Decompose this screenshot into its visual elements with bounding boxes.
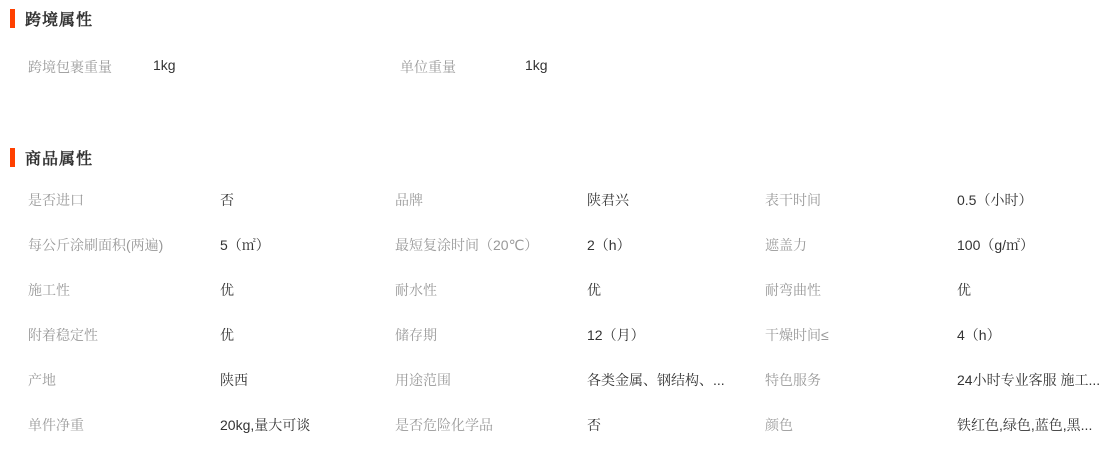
attribute-value: 2（h）	[587, 236, 631, 253]
attribute-value: 0.5（小时）	[957, 191, 1033, 208]
attribute-value: 100（g/㎡）	[957, 236, 1035, 253]
attribute-cell	[395, 177, 765, 222]
attribute-label: 施工性	[28, 281, 70, 298]
attribute-cell	[28, 57, 400, 77]
attribute-cell	[765, 402, 1106, 447]
attribute-value: 优	[587, 281, 601, 298]
title-accent-bar	[10, 9, 15, 28]
attribute-label: 最短复涂时间（20℃）	[395, 236, 539, 253]
section-title-text: 商品属性	[25, 150, 94, 168]
attribute-cell	[28, 177, 395, 222]
attribute-value: 20kg,量大可谈	[220, 416, 311, 433]
attribute-label: 品牌	[395, 191, 423, 208]
attribute-value: 24小时专业客服 施工...	[957, 371, 1101, 388]
attribute-cell	[28, 357, 395, 402]
attribute-cell	[395, 357, 765, 402]
attribute-value: 5（㎡）	[220, 236, 270, 253]
attribute-value: 陕西	[220, 371, 248, 388]
attribute-label: 用途范围	[395, 371, 451, 388]
attribute-cell	[400, 57, 772, 77]
attribute-label: 每公斤涂刷面积(两遍)	[28, 236, 164, 253]
attribute-value: 优	[220, 326, 234, 343]
attribute-value: 1kg	[153, 57, 176, 73]
attribute-label: 耐水性	[395, 281, 437, 298]
attribute-label: 是否进口	[28, 191, 84, 208]
attribute-label: 颜色	[765, 416, 793, 433]
attribute-cell	[28, 312, 395, 357]
attribute-cell	[765, 357, 1106, 402]
attribute-label: 产地	[28, 371, 56, 388]
attribute-cell	[395, 402, 765, 447]
attribute-cell	[28, 402, 395, 447]
attribute-cell	[765, 177, 1106, 222]
attribute-label: 储存期	[395, 326, 437, 343]
attribute-cell	[28, 267, 395, 312]
attribute-value: 铁红色,绿色,蓝色,黑...	[957, 416, 1093, 433]
attribute-cell	[395, 222, 765, 267]
attribute-label: 附着稳定性	[28, 326, 98, 343]
crossborder-attributes-row	[28, 57, 772, 77]
attribute-label: 耐弯曲性	[765, 281, 821, 298]
attribute-label: 表干时间	[765, 191, 821, 208]
section-title-text: 跨境属性	[25, 11, 94, 29]
attribute-value: 否	[220, 191, 234, 208]
attribute-value: 陕君兴	[587, 191, 629, 208]
attribute-label: 跨境包裹重量	[28, 59, 112, 75]
attribute-label: 单件净重	[28, 416, 84, 433]
attribute-label: 是否危险化学品	[395, 416, 493, 433]
attribute-value: 否	[587, 416, 601, 433]
attribute-value: 1kg	[525, 57, 548, 73]
product-attributes-grid	[28, 177, 1106, 447]
attribute-cell	[395, 267, 765, 312]
attribute-value: 4（h）	[957, 326, 1001, 343]
attribute-cell	[765, 312, 1106, 357]
attribute-cell	[395, 312, 765, 357]
attribute-value: 优	[957, 281, 971, 298]
attribute-label: 特色服务	[765, 371, 821, 388]
attribute-cell	[765, 267, 1106, 312]
attribute-cell	[765, 222, 1106, 267]
attribute-label: 遮盖力	[765, 236, 807, 253]
attribute-value: 12（月）	[587, 326, 645, 343]
product-section-title	[10, 147, 93, 167]
attribute-label: 干燥时间≤	[765, 326, 829, 343]
attribute-value: 各类金属、钢结构、...	[587, 371, 725, 388]
title-accent-bar	[10, 148, 15, 167]
attribute-label: 单位重量	[400, 59, 456, 75]
attribute-value: 优	[220, 281, 234, 298]
attribute-cell	[28, 222, 395, 267]
crossborder-section-title	[10, 8, 93, 28]
